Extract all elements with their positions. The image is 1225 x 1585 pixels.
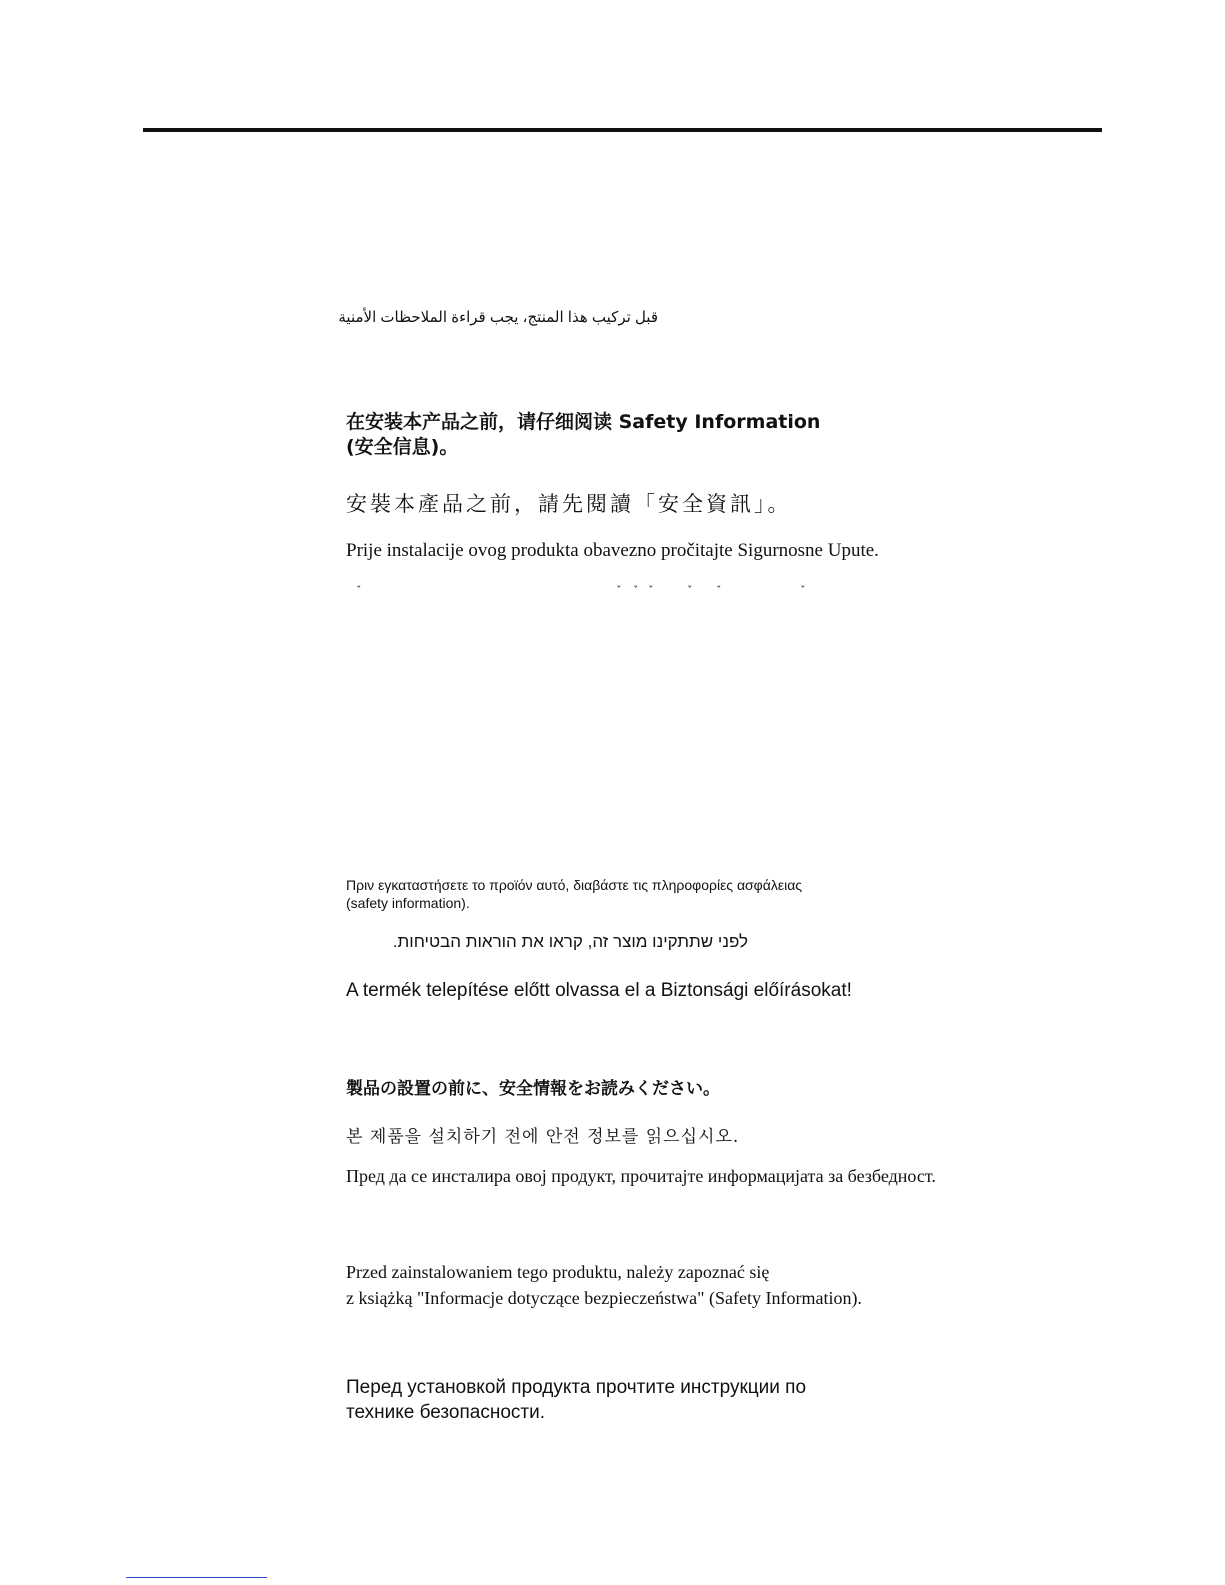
caron-mark: ˇ (687, 584, 693, 597)
notice-chinese-simplified-line1: 在安装本产品之前，请仔细阅读 Safety Information (346, 411, 821, 433)
caron-mark: ˇ (716, 584, 722, 597)
notice-hungarian: A termék telepítése előtt olvassa el a Biztonsági előírásokat! (346, 980, 852, 1001)
notice-japanese: 製品の設置の前に、安全情報をお読みください。 (346, 1079, 720, 1099)
notice-polish (346, 1259, 862, 1311)
notice-croatian: Prije instalacije ovog produkta obavezno pročitajte Sigurnosne Upute. (346, 540, 879, 561)
caron-mark: ˇ (356, 584, 362, 597)
notice-arabic: قبل تركيب هذا المنتج، يجب قراءة الملاحظات الأمنية (338, 309, 658, 326)
notice-russian (346, 1375, 806, 1425)
notice-greek-line1: Πριν εγκαταστήσετε το προϊόν αυτό, διαβάστε τις πληροφορίες ασφάλειας (346, 877, 803, 893)
caron-mark: ˇ (616, 584, 622, 597)
notice-greek-line2: (safety information). (346, 895, 470, 911)
notice-russian-line2: технике безопасности. (346, 1402, 546, 1423)
caron-mark: ˇ (648, 584, 654, 597)
footnote-rule (126, 1577, 267, 1578)
notice-chinese-simplified (346, 410, 820, 460)
orphan-diacritic-marks (346, 584, 826, 596)
notice-hebrew: לפני שתתקינו מוצר זה, קראו את הוראות הבטיחות. (392, 932, 748, 951)
caron-mark: ˇ (633, 584, 639, 597)
header-rule (143, 128, 1102, 132)
notice-korean: 본 제품을 설치하기 전에 안전 정보를 읽으십시오. (346, 1127, 740, 1147)
notice-macedonian: Пред да се инсталира овој продукт, прочитајте информацијата за безбедност. (346, 1166, 936, 1186)
notice-russian-line1: Перед установкой продукта прочтите инструкции по (346, 1377, 807, 1398)
notice-greek (346, 876, 802, 912)
notice-polish-line2: z książką "Informacje dotyczące bezpieczeństwa" (Safety Information). (346, 1288, 862, 1308)
notice-chinese-simplified-line2: (安全信息)。 (346, 436, 459, 458)
notice-polish-line1: Przed zainstalowaniem tego produktu, należy zapoznać się (346, 1262, 770, 1282)
caron-mark: ˇ (800, 584, 806, 597)
notice-chinese-traditional: 安裝本產品之前，請先閱讀「安全資訊」。 (346, 492, 792, 516)
